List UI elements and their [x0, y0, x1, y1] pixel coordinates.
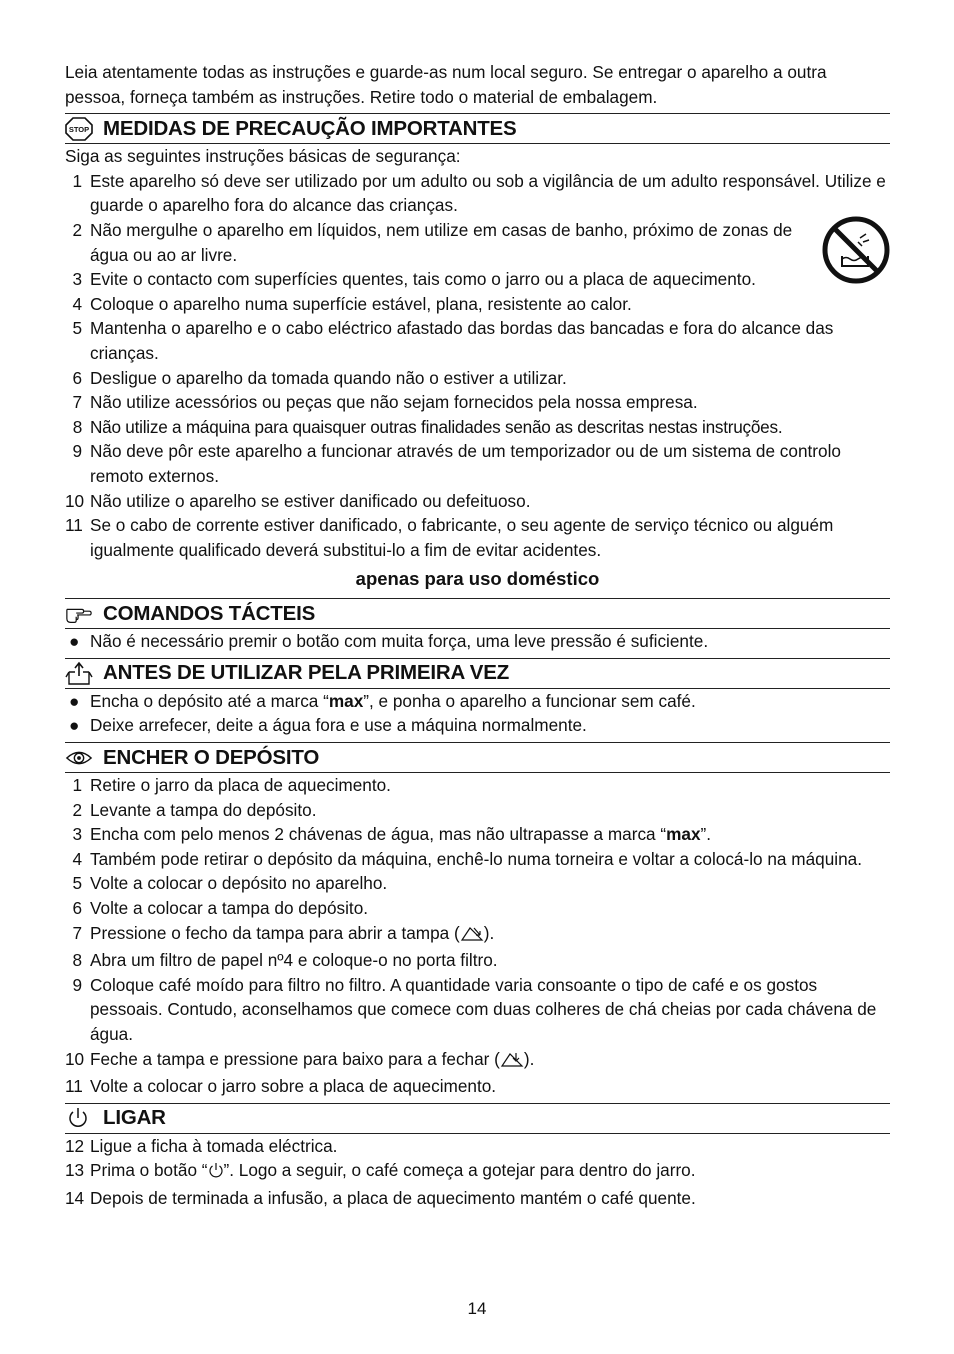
list-item: 6 Desligue o aparelho da tomada quando não o estiver a utilizar. [72, 367, 567, 388]
list-item: 7 Pressione o fecho da tampa para abrir a tampa ( ). [65, 921, 890, 949]
section-title-safety: MEDIDAS DE PRECAUÇÃO IMPORTANTES [103, 116, 517, 140]
safety-lead: Siga as seguintes instruções básicas de segurança: [65, 146, 461, 167]
list-item: 14 Depois de terminada a infusão, a placa de aquecimento mantém o café quente. [65, 1187, 696, 1208]
section-title-on: LIGAR [103, 1106, 166, 1130]
list-item: 10 Feche a tampa e pressione para baixo para a fechar ( ). [65, 1047, 890, 1075]
page-number: 14 [467, 1299, 487, 1318]
power-icon [65, 1105, 93, 1131]
section-title-first-use: ANTES DE UTILIZAR PELA PRIMEIRA VEZ [103, 661, 510, 685]
section-title-touch: COMANDOS TÁCTEIS [103, 601, 316, 625]
section-header-first-use [65, 658, 890, 689]
list-item: 8 Não utilize a máquina para quaisquer outras finalidades senão as descritas nestas instruções. [72, 416, 783, 437]
list-item: 5 Mantenha o aparelho e o cabo eléctrico afastado das bordas das bancadas e fora do alcance das crianças. [72, 318, 834, 363]
fill-list [65, 773, 890, 1099]
section-header-fill [65, 742, 890, 773]
list-item: 9 Coloque café moído para filtro no filtro. A quantidade varia consoante o tipo de café e os gostos pessoais. Contudo, aconselhamos que comece com duas colheres de chá cheias por cada chávena de água. [72, 974, 877, 1044]
list-item: 4 Também pode retirar o depósito da máquina, enchê-lo numa torneira e voltar a colocá-lo na máquina. [72, 848, 862, 869]
list-item: 4 Coloque o aparelho numa superfície estável, plana, resistente ao calor. [72, 293, 632, 314]
list-item: 11 Se o cabo de corrente estiver danificado, o fabricante, o seu agente de serviço técnico ou alguém igualmente qualificado deverá substitui-lo a fim de evitar acidentes. [65, 515, 834, 560]
list-item: 11 Volte a colocar o jarro sobre a placa de aquecimento. [65, 1076, 497, 1097]
list-item: 3 Encha com pelo menos 2 chávenas de água, mas não ultrapasse a marca “max”. [72, 824, 712, 845]
touch-list [65, 629, 890, 654]
list-item: 2 Levante a tampa do depósito. [72, 799, 317, 820]
list-item: 12 Ligue a ficha à tomada eléctrica. [65, 1135, 338, 1156]
safety-list [65, 169, 890, 563]
pointing-hand-icon [65, 601, 93, 627]
list-item: 6 Volte a colocar a tampa do depósito. [72, 898, 369, 919]
stop-label: STOP [68, 124, 90, 134]
list-item: 7 Não utilize acessórios ou peças que não sejam fornecidos pela nossa empresa. [72, 392, 698, 413]
intro-paragraph: Leia atentamente todas as instruções e guarde-as num local seguro. Se entregar o aparelho a outra pessoa, forneça também as instruções. Retire todo o material de embalagem. [65, 62, 827, 107]
list-item: 5 Volte a colocar o depósito no aparelho. [72, 873, 388, 894]
list-item: 13 Prima o botão “ ”. Logo a seguir, o café começa a gotejar para dentro do jarro. [65, 1158, 890, 1186]
list-item: ● Não é necessário premir o botão com muita força, uma leve pressão é suficiente. [69, 631, 709, 652]
list-item: 8 Abra um filtro de papel nº4 e coloque-o no porta filtro. [72, 950, 498, 971]
list-item: 9 Não deve pôr este aparelho a funcionar através de um temporizador ou de um sistema de controlo remoto externos. [72, 441, 841, 486]
no-water-immersion-icon [822, 216, 890, 289]
list-item: 1 Este aparelho só deve ser utilizado por um adulto ou sob a vigilância de um adulto responsável. Utilize e guarde o aparelho fora do alcance das crianças. [72, 170, 886, 216]
lid-open-icon [460, 924, 484, 949]
section-title-fill: ENCHER O DEPÓSITO [103, 745, 320, 769]
first-use-list [65, 689, 890, 738]
list-item: 2 Não mergulhe o aparelho em líquidos, nem utilize em casas de banho, próximo de zonas de água ou ao ar livre. [72, 219, 793, 265]
power-icon [208, 1161, 224, 1186]
stop-icon [65, 116, 93, 142]
list-item: ● Deixe arrefecer, deite a água fora e use a máquina normalmente. [69, 715, 587, 736]
lid-close-icon [500, 1050, 524, 1075]
domestic-use-note: apenas para uso doméstico [355, 568, 600, 590]
eye-icon [65, 745, 93, 771]
section-header-safety [65, 113, 890, 144]
list-item: 10 Não utilize o aparelho se estiver danificado ou defeituoso. [65, 490, 531, 511]
section-header-on [65, 1103, 890, 1134]
list-item: ● Encha o depósito até a marca “max”, e ponha o aparelho a funcionar sem café. [69, 690, 696, 711]
on-list [65, 1134, 890, 1211]
list-item: 1 Retire o jarro da placa de aquecimento. [72, 775, 391, 796]
list-item: 3 Evite o contacto com superfícies quentes, tais como o jarro ou a placa de aquecimento. [72, 269, 756, 290]
unpack-box-icon [65, 660, 93, 686]
section-header-touch [65, 598, 890, 629]
document-page [65, 60, 890, 1211]
